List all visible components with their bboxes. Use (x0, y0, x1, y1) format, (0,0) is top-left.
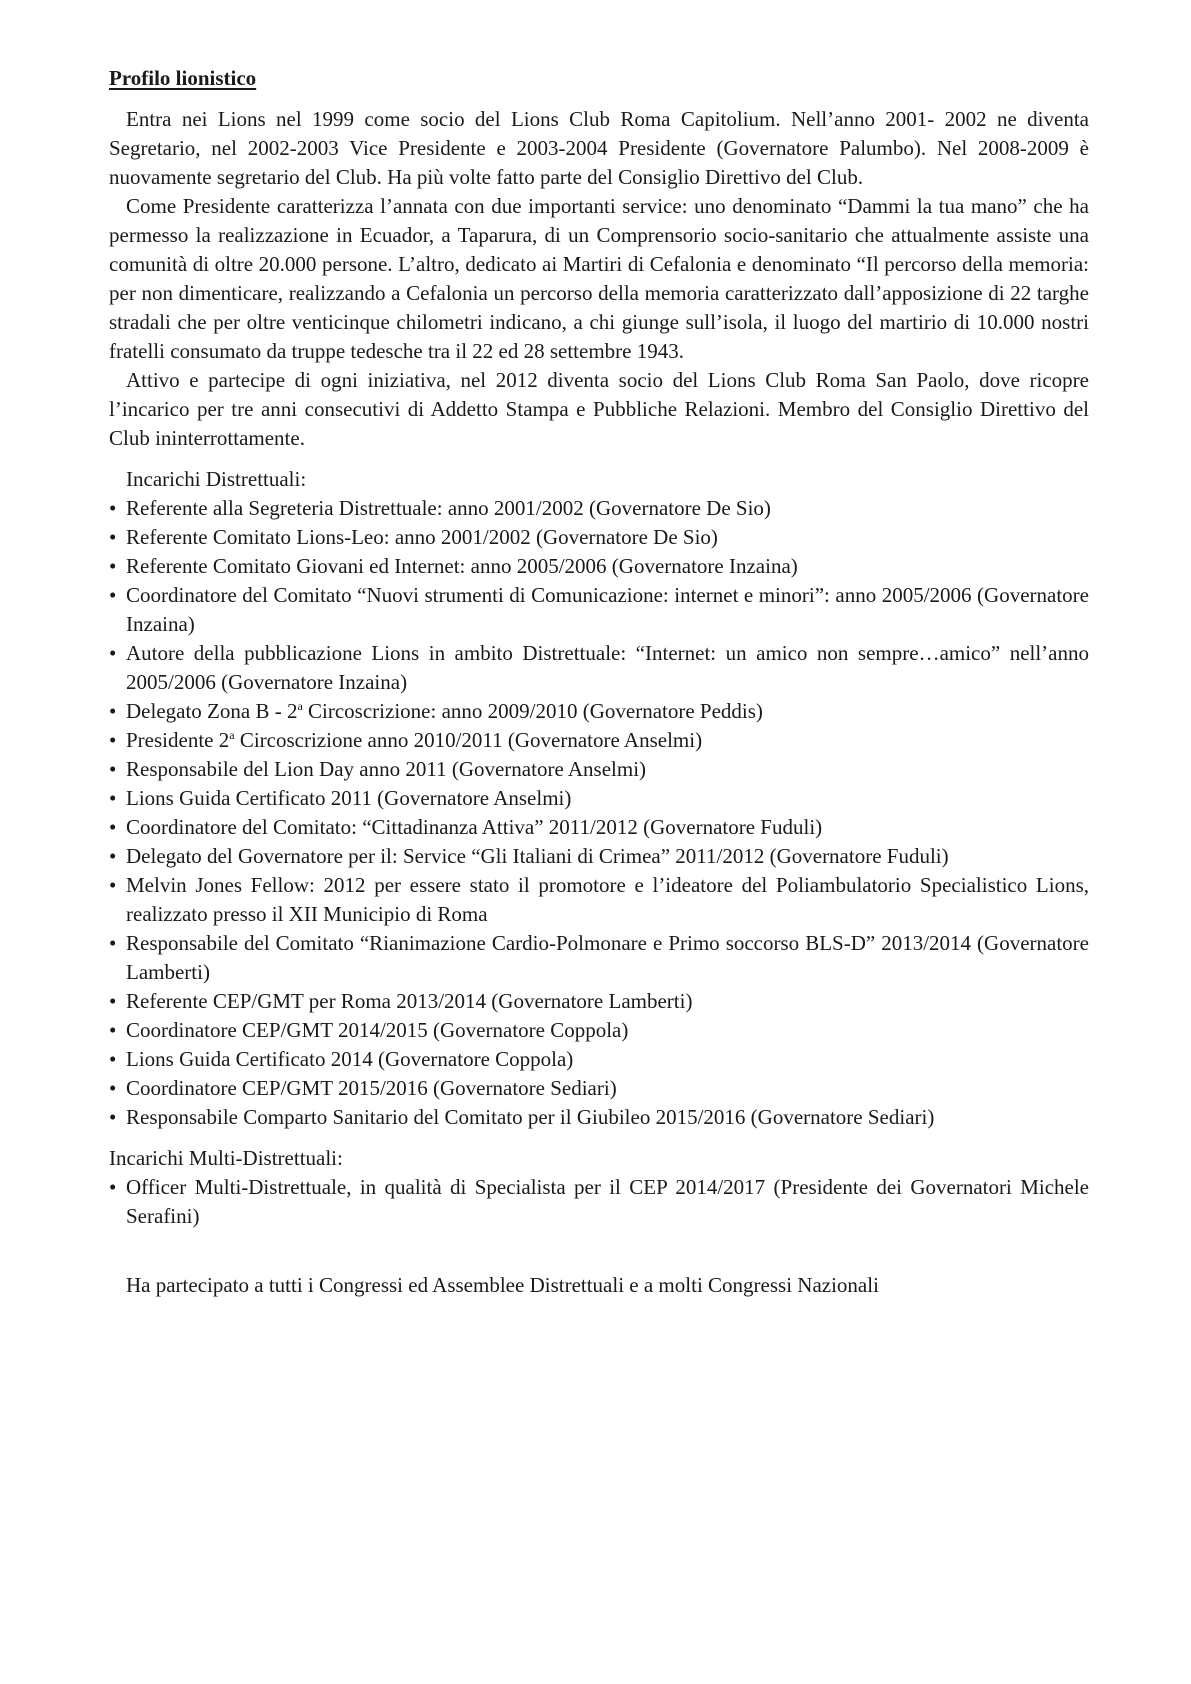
list-item-text: Coordinatore CEP/GMT 2014/2015 (Governatore Coppola) (126, 1018, 629, 1042)
list-item-text: Circoscrizione: anno 2009/2010 (Governatore Peddis) (302, 699, 763, 723)
list-item-text: Autore della pubblicazione Lions in ambito Distrettuale: “Internet: un amico non sempre…amico” nell’anno 2005/2006 (Governatore Inzaina) (126, 641, 1089, 694)
list-item-text: Coordinatore del Comitato: “Cittadinanza Attiva” 2011/2012 (Governatore Fuduli) (126, 815, 823, 839)
list-item (109, 1074, 1089, 1103)
list-item (109, 842, 1089, 871)
ordinal-superscript: a (297, 699, 303, 713)
list-item-text: Delegato Zona B - 2 (126, 699, 298, 723)
multi-district-roles-label: Incarichi Multi-Distrettuali: (109, 1146, 343, 1170)
bullet-icon: • (109, 873, 117, 897)
list-item (109, 639, 1089, 697)
bullet-icon: • (109, 496, 117, 520)
list-item-text: Responsabile Comparto Sanitario del Comitato per il Giubileo 2015/2016 (Governatore Sediari) (126, 1105, 935, 1129)
document-page (109, 64, 1089, 1300)
closing-statement: Ha partecipato a tutti i Congressi ed Assemblee Distrettuali e a molti Congressi Nazionali (126, 1273, 879, 1297)
list-item (109, 697, 1089, 726)
list-item (109, 871, 1089, 929)
bullet-icon: • (109, 1047, 117, 1071)
bullet-icon: • (109, 815, 117, 839)
paragraph: Come Presidente caratterizza l’annata con due importanti service: uno denominato “Dammi la tua mano” che ha permesso la realizzazione in Ecuador, a Taparura, di un Comprensorio socio-sanitario che attualmente assiste una comunità di oltre 20.000 persone. L’altro, dedicato ai Martiri di Cefalonia e denominato “Il percorso della memoria: per non dimenticare, realizzando a Cefalonia un percorso della memoria caratterizzato dall’apposizione di 22 targhe stradali che per oltre venticinque chilometri indicano, a chi giunge sull’isola, il luogo del martirio di 10.000 nostri fratelli consumato da truppe tedesche tra il 22 ed 28 settembre 1943. (109, 194, 1089, 363)
list-item-text: Referente Comitato Giovani ed Internet: anno 2005/2006 (Governatore Inzaina) (126, 554, 798, 578)
list-item-text: Coordinatore CEP/GMT 2015/2016 (Governatore Sediari) (126, 1076, 617, 1100)
multi-district-roles-list (109, 1173, 1089, 1231)
list-item (109, 987, 1089, 1016)
bullet-icon: • (109, 699, 117, 723)
bullet-icon: • (109, 989, 117, 1013)
list-item (109, 494, 1089, 523)
list-item-text: Responsabile del Comitato “Rianimazione Cardio-Polmonare e Primo soccorso BLS-D” 2013/2014 (Governatore Lamberti) (126, 931, 1089, 984)
bullet-icon: • (109, 641, 117, 665)
list-item-text: Officer Multi-Distrettuale, in qualità di Specialista per il CEP 2014/2017 (Presidente dei Governatori Michele Serafini) (126, 1175, 1089, 1228)
list-item-text: Coordinatore del Comitato “Nuovi strumenti di Comunicazione: internet e minori”: anno 2005/2006 (Governatore Inzaina) (126, 583, 1089, 636)
list-item-text: Referente CEP/GMT per Roma 2013/2014 (Governatore Lamberti) (126, 989, 693, 1013)
list-item-text: Presidente 2 (126, 728, 230, 752)
bullet-icon: • (109, 1105, 117, 1129)
bullet-icon: • (109, 1018, 117, 1042)
section-heading: Profilo lionistico (109, 66, 257, 90)
bullet-icon: • (109, 931, 117, 955)
list-item-text: Lions Guida Certificato 2011 (Governatore Anselmi) (126, 786, 572, 810)
list-item (109, 1103, 1089, 1132)
district-roles-label: Incarichi Distrettuali: (126, 467, 307, 491)
paragraph: Entra nei Lions nel 1999 come socio del Lions Club Roma Capitolium. Nell’anno 2001- 2002 ne diventa Segretario, nel 2002-2003 Vice Presidente e 2003-2004 Presidente (Governatore Palumbo). Nel 2008-2009 è nuovamente segretario del Club. Ha più volte fatto parte del Consiglio Direttivo del Club. (109, 107, 1089, 189)
bullet-icon: • (109, 1175, 117, 1199)
paragraph: Attivo e partecipe di ogni iniziativa, nel 2012 diventa socio del Lions Club Roma San Paolo, dove ricopre l’incarico per tre anni consecutivi di Addetto Stampa e Pubbliche Relazioni. Membro del Consiglio Direttivo del Club ininterrottamente. (109, 368, 1089, 450)
list-item (109, 726, 1089, 755)
list-item (109, 1045, 1089, 1074)
ordinal-superscript: a (229, 728, 235, 742)
bullet-icon: • (109, 786, 117, 810)
bullet-icon: • (109, 525, 117, 549)
district-roles-list (109, 494, 1089, 1132)
list-item (109, 1173, 1089, 1231)
list-item-text: Lions Guida Certificato 2014 (Governatore Coppola) (126, 1047, 574, 1071)
list-item-text: Referente Comitato Lions-Leo: anno 2001/2002 (Governatore De Sio) (126, 525, 718, 549)
list-item (109, 1016, 1089, 1045)
list-item-text: Delegato del Governatore per il: Service “Gli Italiani di Crimea” 2011/2012 (Governatore Fuduli) (126, 844, 949, 868)
bullet-icon: • (109, 1076, 117, 1100)
bullet-icon: • (109, 844, 117, 868)
list-item (109, 929, 1089, 987)
list-item (109, 523, 1089, 552)
list-item-text: Melvin Jones Fellow: 2012 per essere stato il promotore e l’ideatore del Poliambulatorio Specialistico Lions, realizzato presso il XII Municipio di Roma (126, 873, 1089, 926)
list-item (109, 784, 1089, 813)
bullet-icon: • (109, 728, 117, 752)
list-item (109, 581, 1089, 639)
list-item-text: Responsabile del Lion Day anno 2011 (Governatore Anselmi) (126, 757, 647, 781)
list-item (109, 755, 1089, 784)
bullet-icon: • (109, 757, 117, 781)
list-item (109, 552, 1089, 581)
list-item-text: Referente alla Segreteria Distrettuale: anno 2001/2002 (Governatore De Sio) (126, 496, 771, 520)
list-item (109, 813, 1089, 842)
bullet-icon: • (109, 583, 117, 607)
list-item-text: Circoscrizione anno 2010/2011 (Governatore Anselmi) (234, 728, 703, 752)
bullet-icon: • (109, 554, 117, 578)
